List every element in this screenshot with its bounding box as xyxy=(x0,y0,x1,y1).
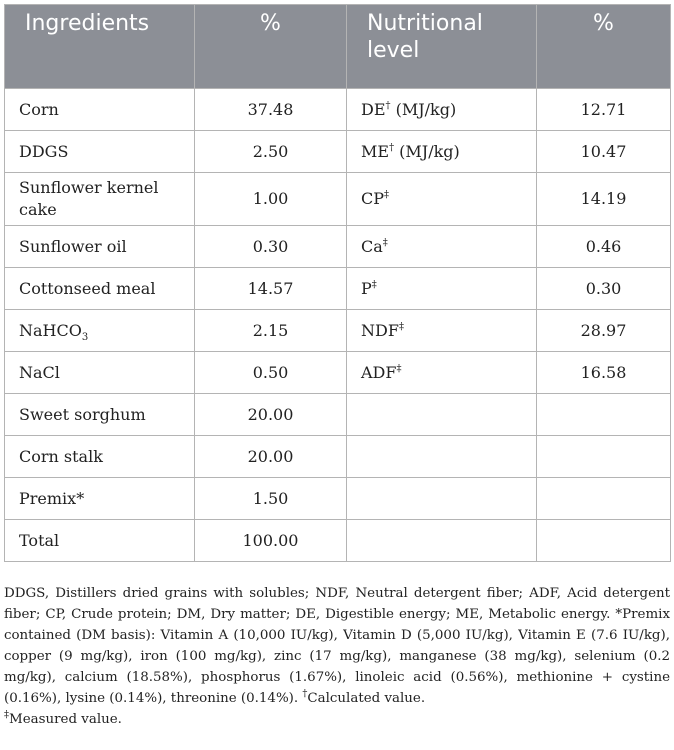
header-row xyxy=(5,5,671,89)
ingredient-percent: 2.15 xyxy=(195,310,347,352)
table-row xyxy=(5,352,671,394)
ingredient-percent: 1.50 xyxy=(195,478,347,520)
nutrient-value: 28.97 xyxy=(537,310,671,352)
table-row xyxy=(5,394,671,436)
nutrient-value: 0.46 xyxy=(537,226,671,268)
ingredient-percent: 20.00 xyxy=(195,436,347,478)
table-row xyxy=(5,436,671,478)
table-row xyxy=(5,89,671,131)
table-row xyxy=(5,226,671,268)
nutrient-name: CP‡ xyxy=(347,173,537,226)
ingredient-percent: 14.57 xyxy=(195,268,347,310)
ingredient-name: Corn stalk xyxy=(5,436,195,478)
header-ingredients-percent: % xyxy=(195,5,347,89)
ingredient-name: Total xyxy=(5,520,195,562)
ingredient-name: Sweet sorghum xyxy=(5,394,195,436)
ingredient-percent: 2.50 xyxy=(195,131,347,173)
nutrient-value: 10.47 xyxy=(537,131,671,173)
empty-cell xyxy=(537,478,671,520)
table-row xyxy=(5,268,671,310)
nutrient-name: DE† (MJ/kg) xyxy=(347,89,537,131)
table-row xyxy=(5,173,671,226)
ingredient-percent: 100.00 xyxy=(195,520,347,562)
nutrient-name: ADF‡ xyxy=(347,352,537,394)
nutrient-value: 0.30 xyxy=(537,268,671,310)
ingredient-percent: 1.00 xyxy=(195,173,347,226)
table-footnote: DDGS, Distillers dried grains with solubles; NDF, Neutral detergent fiber; ADF, Acid detergent fiber; CP, Crude protein; DM, Dry matter; DE, Digestible energy; ME, Metabolic energy. *Premix contained (DM basis): Vitamin A (10,000 IU/kg), Vitamin D (5,000 IU/kg), Vitamin E (7.6 IU/kg), copper (9 mg/kg), iron (100 mg/kg), zinc (17 mg/kg), manganese (38 mg/kg), selenium (0.2 mg/kg), calcium (18.58%), phosphorus (1.67%), linoleic acid (0.56%), methionine + cystine (0.16%), lysine (0.14%), threonine (0.14%). †Calculated value. ‡Measured value. xyxy=(4,586,670,727)
nutrient-name: P‡ xyxy=(347,268,537,310)
table-row-total xyxy=(5,520,671,562)
diet-composition-table xyxy=(4,4,671,562)
empty-cell xyxy=(347,394,537,436)
table-row xyxy=(5,478,671,520)
measured-mark: ‡ xyxy=(4,709,9,721)
ingredient-name: NaCl xyxy=(5,352,195,394)
ingredient-name: Sunflower oil xyxy=(5,226,195,268)
ingredient-name: DDGS xyxy=(5,131,195,173)
ingredient-percent: 20.00 xyxy=(195,394,347,436)
ingredient-name: Sunflower kernel cake xyxy=(5,173,195,226)
nutrient-name: ME† (MJ/kg) xyxy=(347,131,537,173)
nutrient-value: 14.19 xyxy=(537,173,671,226)
ingredient-name: Cottonseed meal xyxy=(5,268,195,310)
ingredient-name: Premix* xyxy=(5,478,195,520)
calculated-mark: † xyxy=(302,688,308,700)
empty-cell xyxy=(537,436,671,478)
ingredient-percent: 0.50 xyxy=(195,352,347,394)
ingredient-name: Corn xyxy=(5,89,195,131)
header-nutritional-percent: % xyxy=(537,5,671,89)
ingredient-name: NaHCO$_3$ xyxy=(5,310,195,352)
table-row xyxy=(5,131,671,173)
empty-cell xyxy=(347,436,537,478)
ingredient-percent: 37.48 xyxy=(195,89,347,131)
empty-cell xyxy=(537,520,671,562)
nutrient-name: Ca‡ xyxy=(347,226,537,268)
ingredient-percent: 0.30 xyxy=(195,226,347,268)
nutrient-name: NDF‡ xyxy=(347,310,537,352)
nutrient-value: 16.58 xyxy=(537,352,671,394)
table-row xyxy=(5,310,671,352)
header-ingredients: Ingredients xyxy=(5,5,195,89)
empty-cell xyxy=(537,394,671,436)
header-nutritional-level: Nutritional level xyxy=(347,5,537,89)
empty-cell xyxy=(347,478,537,520)
empty-cell xyxy=(347,520,537,562)
nutrient-value: 12.71 xyxy=(537,89,671,131)
